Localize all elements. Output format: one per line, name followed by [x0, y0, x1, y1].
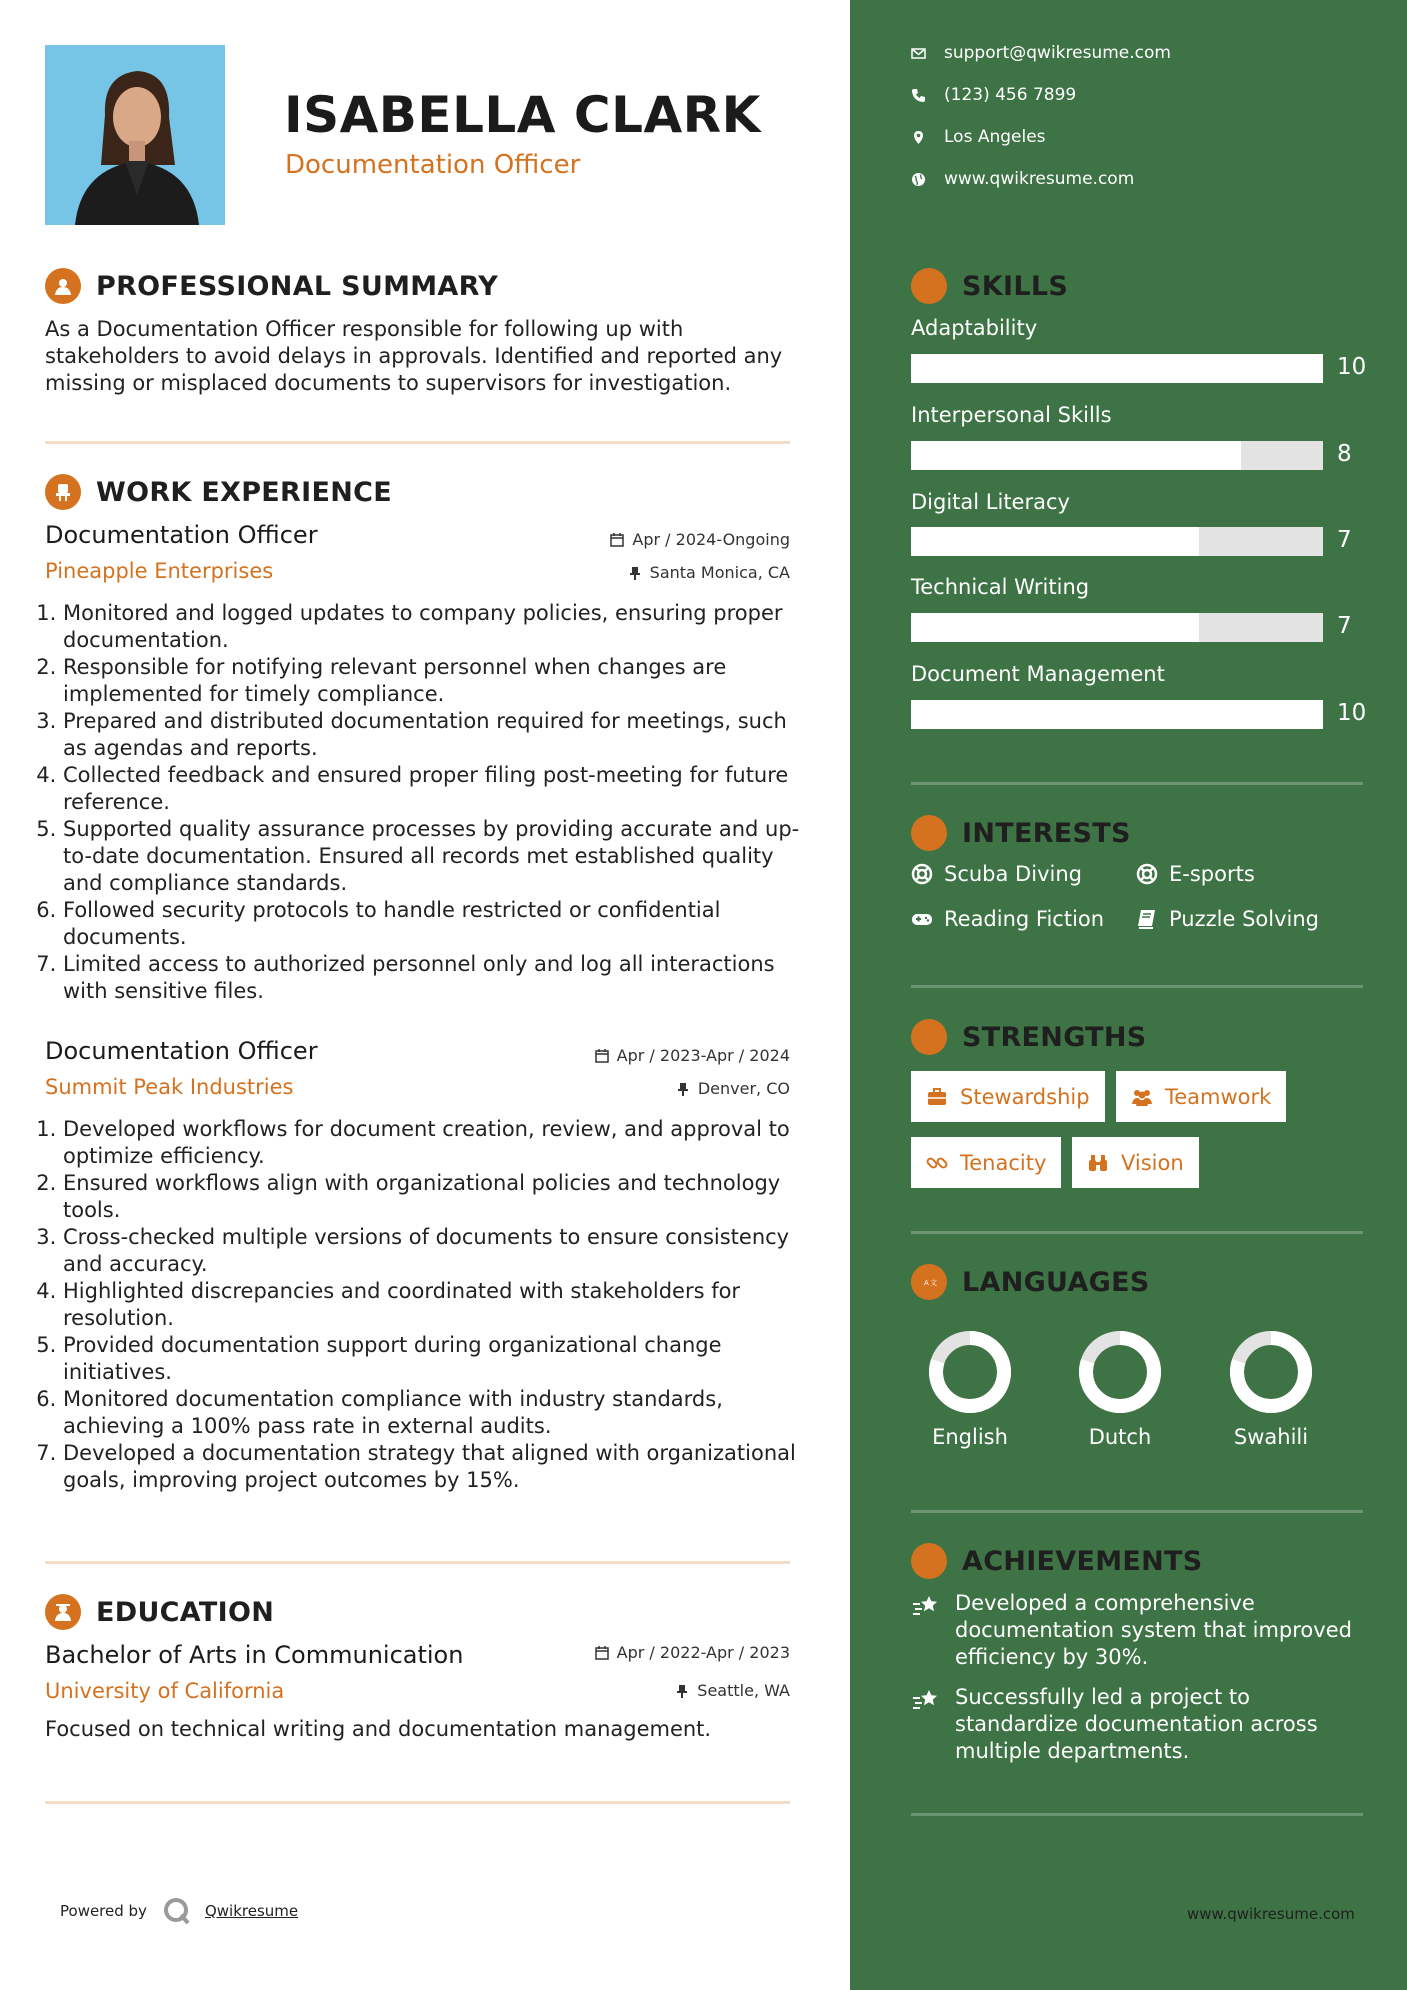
candidate-role: Documentation Officer	[285, 150, 581, 180]
calendar-icon	[595, 1049, 609, 1063]
link-icon	[926, 1152, 948, 1174]
contact-location	[911, 127, 1046, 147]
strength-chip	[911, 1071, 1105, 1122]
skill-value: 10	[1337, 354, 1367, 380]
job-date	[595, 1046, 790, 1065]
education-location-text: Seattle, WA	[697, 1681, 790, 1700]
chair-icon	[45, 474, 81, 510]
strengths-title: STRENGTHS	[962, 1021, 1147, 1053]
language-name: English	[932, 1425, 1008, 1449]
divider	[45, 1801, 790, 1804]
degree: Bachelor of Arts in Communication	[45, 1641, 464, 1669]
job-location-text: Santa Monica, CA	[649, 563, 790, 582]
divider	[911, 782, 1363, 785]
job-location-text: Denver, CO	[697, 1079, 790, 1098]
education-date	[595, 1643, 790, 1662]
divider	[911, 1813, 1363, 1816]
phone-text: (123) 456 7899	[944, 85, 1077, 105]
powered-by-label: Powered by	[60, 1902, 147, 1920]
job-title: Documentation Officer	[45, 1037, 318, 1065]
job-date-text: Apr / 2024-Ongoing	[632, 530, 790, 549]
life-ring-icon	[1136, 863, 1158, 885]
achievements-title: ACHIEVEMENTS	[962, 1545, 1203, 1577]
achievement-text: Successfully led a project to standardize documentation across multiple departments.	[955, 1685, 1318, 1763]
skill-bar	[911, 441, 1323, 470]
contact-phone[interactable]	[911, 85, 1076, 105]
language-icon	[911, 1264, 947, 1300]
interest-label: Scuba Diving	[944, 862, 1082, 886]
experience-heading	[45, 474, 392, 510]
skill-value: 10	[1337, 700, 1367, 726]
strength-label: Stewardship	[960, 1084, 1090, 1109]
divider	[911, 1510, 1363, 1513]
strength-label: Tenacity	[960, 1150, 1047, 1175]
envelope-icon	[911, 46, 926, 61]
skill-bar	[911, 700, 1323, 729]
skill-bar-fill	[911, 354, 1323, 383]
user-icon	[45, 268, 81, 304]
language-donut	[927, 1329, 1013, 1415]
languages-title: LANGUAGES	[962, 1266, 1150, 1298]
divider	[45, 1561, 790, 1564]
skills-heading	[911, 268, 1068, 304]
briefcase-icon	[926, 1086, 948, 1108]
skill-bar-fill	[911, 527, 1199, 556]
website-text: www.qwikresume.com	[944, 169, 1135, 189]
language-donut	[1228, 1329, 1314, 1415]
list-item: 3. Prepared and distributed documentation required for meetings, such as agendas and reports.	[63, 708, 805, 762]
job-date-text: Apr / 2023-Apr / 2024	[616, 1046, 790, 1065]
location-text: Los Angeles	[944, 127, 1046, 147]
divider	[911, 1231, 1363, 1234]
skill-name: Adaptability	[911, 316, 1038, 340]
hand-fist-icon	[911, 1019, 947, 1055]
job-company: Pineapple Enterprises	[45, 559, 274, 583]
graduate-icon	[45, 1594, 81, 1630]
interest-item	[1136, 862, 1255, 886]
language-name: Dutch	[1088, 1425, 1152, 1449]
job-location	[628, 563, 790, 582]
map-marker-icon	[911, 130, 926, 145]
email-text: support@qwikresume.com	[944, 43, 1171, 63]
summary-text: As a Documentation Officer responsible for following up with stakeholders to avoid delays in approvals. Identified and reported any missing or misplaced documents to supervisors for investigation.	[45, 317, 783, 395]
skill-bar	[911, 354, 1323, 383]
job-company: Summit Peak Industries	[45, 1075, 294, 1099]
interest-item	[911, 907, 1104, 931]
paper-plane-icon	[911, 815, 947, 851]
interests-heading	[911, 815, 1131, 851]
skills-title: SKILLS	[962, 270, 1069, 302]
qwikresume-logo-icon	[161, 1896, 191, 1926]
svg-text:文: 文	[930, 1279, 937, 1287]
contact-email[interactable]	[911, 43, 1171, 63]
language-donut	[1077, 1329, 1163, 1415]
interest-item	[911, 862, 1082, 886]
experience-title: WORK EXPERIENCE	[96, 476, 392, 508]
list-item: 4. Highlighted discrepancies and coordinated with stakeholders for resolution.	[63, 1278, 805, 1332]
language-item	[910, 1329, 1030, 1449]
skill-bar-fill	[911, 700, 1323, 729]
language-item	[1060, 1329, 1180, 1449]
skill-bar-fill	[911, 441, 1241, 470]
list-item: 1. Monitored and logged updates to company policies, ensuring proper documentation.	[63, 600, 805, 654]
strength-chip	[911, 1137, 1061, 1188]
pin-icon	[675, 1684, 689, 1698]
svg-text:A: A	[924, 1279, 929, 1287]
achievement-text: Developed a comprehensive documentation system that improved efficiency by 30%.	[955, 1591, 1352, 1669]
pin-icon	[676, 1082, 690, 1096]
list-item: 6. Monitored documentation compliance with industry standards, achieving a 100% pass rate in external audits.	[63, 1386, 805, 1440]
phone-icon	[911, 88, 926, 103]
job-bullets	[45, 600, 805, 1005]
list-item: 2. Ensured workflows align with organizational policies and technology tools.	[63, 1170, 805, 1224]
strength-chip	[1116, 1071, 1286, 1122]
divider	[911, 985, 1363, 988]
life-ring-icon	[911, 863, 933, 885]
interest-label: Reading Fiction	[944, 907, 1105, 931]
skill-value: 8	[1337, 441, 1352, 467]
candidate-name: ISABELLA CLARK	[284, 86, 761, 144]
calendar-icon	[610, 533, 624, 547]
skill-bar	[911, 613, 1323, 642]
skill-name: Technical Writing	[911, 575, 1090, 599]
job-title: Documentation Officer	[45, 521, 318, 549]
book-icon	[1136, 908, 1158, 930]
star-icon	[911, 1543, 947, 1579]
list-item: 1. Developed workflows for document creation, review, and approval to optimize efficiency.	[63, 1116, 805, 1170]
list-item: 4. Collected feedback and ensured proper filing post-meeting for future reference.	[63, 762, 805, 816]
contact-website[interactable]	[911, 169, 1134, 189]
language-item	[1211, 1329, 1331, 1449]
gamepad-icon	[911, 908, 933, 930]
list-item: 5. Provided documentation support during organizational change initiatives.	[63, 1332, 805, 1386]
skill-name: Digital Literacy	[911, 490, 1070, 514]
job-bullets	[45, 1116, 805, 1494]
interests-title: INTERESTS	[962, 817, 1131, 849]
users-icon	[1131, 1086, 1153, 1108]
language-name: Swahili	[1233, 1425, 1309, 1449]
footer-website[interactable]: www.qwikresume.com	[1187, 1905, 1355, 1923]
education-location	[675, 1681, 790, 1700]
powered-by	[60, 1896, 298, 1926]
school: University of California	[45, 1679, 285, 1703]
skill-bar-fill	[911, 613, 1199, 642]
interest-label: E-sports	[1169, 862, 1255, 886]
strengths-heading	[911, 1019, 1147, 1055]
calendar-icon	[595, 1646, 609, 1660]
interest-label: Puzzle Solving	[1169, 907, 1319, 931]
strength-label: Teamwork	[1165, 1084, 1272, 1109]
lightbulb-icon	[911, 268, 947, 304]
profile-photo	[45, 45, 225, 225]
globe-icon	[911, 172, 926, 187]
education-heading	[45, 1594, 274, 1630]
interest-item	[1136, 907, 1319, 931]
list-item: 5. Supported quality assurance processes by providing accurate and up-to-date documentation. Ensured all records met established quality and compliance standards.	[63, 816, 805, 897]
skill-name: Interpersonal Skills	[911, 403, 1112, 427]
list-item: 7. Developed a documentation strategy that aligned with organizational goals, improving project outcomes by 15%.	[63, 1440, 805, 1494]
summary-heading	[45, 268, 498, 304]
strength-chip	[1072, 1137, 1199, 1188]
strength-label: Vision	[1121, 1150, 1184, 1175]
job-location	[676, 1079, 790, 1098]
divider	[45, 441, 790, 444]
qwikresume-link[interactable]: Qwikresume	[204, 1902, 299, 1920]
achievement-item	[911, 1590, 1361, 1671]
achievement-item	[911, 1684, 1361, 1765]
education-description: Focused on technical writing and documentation management.	[45, 1717, 712, 1741]
skill-value: 7	[1337, 527, 1352, 553]
achievements-heading	[911, 1543, 1203, 1579]
list-item: 7. Limited access to authorized personnel only and log all interactions with sensitive files.	[63, 951, 805, 1005]
shooting-star-icon	[911, 1592, 941, 1622]
summary-title: PROFESSIONAL SUMMARY	[96, 270, 499, 302]
list-item: 3. Cross-checked multiple versions of documents to ensure consistency and accuracy.	[63, 1224, 805, 1278]
education-date-text: Apr / 2022-Apr / 2023	[616, 1643, 790, 1662]
languages-heading	[911, 1264, 1150, 1300]
shooting-star-icon	[911, 1686, 941, 1716]
binoculars-icon	[1087, 1152, 1109, 1174]
pin-icon	[628, 566, 642, 580]
job-date	[610, 530, 790, 549]
education-title: EDUCATION	[96, 1596, 275, 1628]
skill-value: 7	[1337, 613, 1352, 639]
skill-name: Document Management	[911, 662, 1165, 686]
list-item: 2. Responsible for notifying relevant personnel when changes are implemented for timely compliance.	[63, 654, 805, 708]
skill-bar	[911, 527, 1323, 556]
list-item: 6. Followed security protocols to handle restricted or confidential documents.	[63, 897, 805, 951]
